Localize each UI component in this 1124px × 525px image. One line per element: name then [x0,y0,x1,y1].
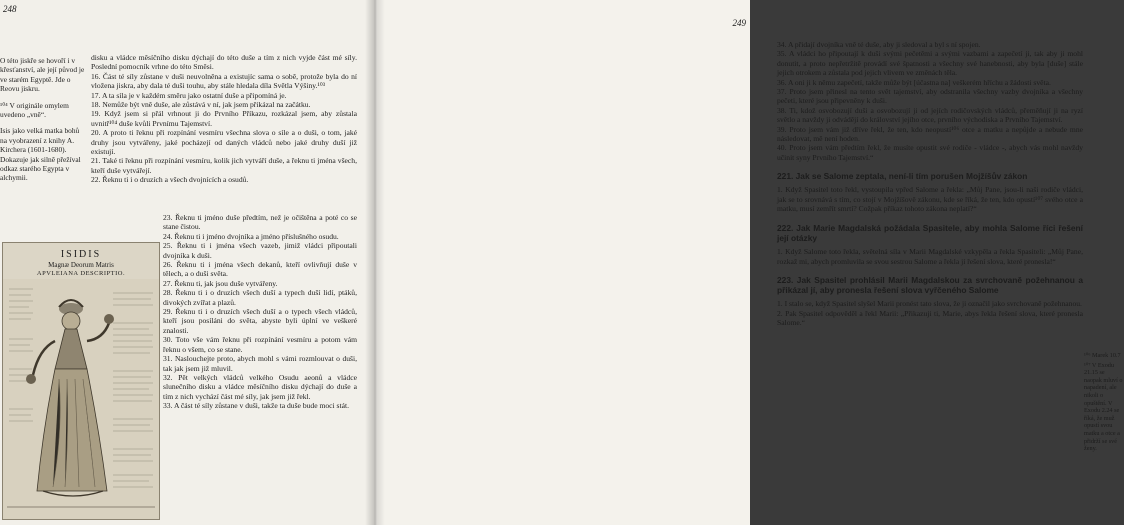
side-note: O této jiskře se hovoří i v křesťanství, ale její původ je ve starém Egyptě. Jde o Reovu jiskru. [0,56,85,94]
paragraph: 33. A část té síly zůstane v duši, takže ta duše bude moci stát. [163,401,350,411]
section-heading: 222. Jak Marie Magdalská požádala Spasitele, aby mohla Salome říci řešení její otázky [777,222,1083,243]
paragraph: 23. Řeknu ti jméno duše předtím, než je očištěna a poté co se stane čistou. [163,213,357,232]
paragraph: 1. I stalo se, když Spasitel slyšel Marii pronést tato slova, že ji označil jako svrchovaně požehnanou. [777,299,1082,309]
paragraph: 1. Když Spasitel toto řekl, vystoupila vpřed Salome a řekla: „Můj Pane, jsou-li naši rodiče vládci, jak se to srovnává s tím, co stojí v Mojžíšově zákonu, kde se říká, že ten, kdo opustí¹⁰⁷ svého otce a matku, musí zemřít smrtí? Cožpak příkaz tohoto zákona neplatí?“ [777,185,1083,214]
engraving-subtitle: Magnæ Deorum Matris [48,261,114,269]
paragraph: 37. Proto jsem přinesl na tento svět tajemství, aby odstranila všechny vazby dvojníka a všechny pečeti, které jsou připevněny k duši. [777,87,1083,106]
page-number-right: 249 [732,18,746,28]
paragraph: 29. Řeknu ti i o druzích všech duší a o typech všech vládců, kteří jsou posíláni do světa, abyste byli úplní ve veškeré znalosti. [163,307,357,335]
paragraph: 28. Řeknu ti i o druzích všech duší a typech duší lidí, ptáků, divokých zvířat a plazů. [163,288,357,307]
paragraph: 30. Toto vše vám řeknu při rozpínání vesmíru a potom vám řeknu o všem, co se stane. [163,335,357,354]
paragraph: 36. A oni ji k němu zapečetí, takže může být [účastna na] veškerém hříchu a žádosti světa. [777,77,1051,87]
isis-engraving [2,242,160,520]
paragraph: 24. Řeknu ti i jméno dvojníka a jméno příslušného osudu. [163,231,339,241]
paragraph: disku a vládce měsíčního disku dýchají do této duše a tím z nich vyjde část mé síly. Poslední pomocník vrhne do této Směsi. [91,53,357,72]
paragraph: 27. Řeknu ti, jak jsou duše vytvářeny. [163,278,278,288]
paragraph: 2. Pak Spasitel odpověděl a řekl Marii: „Přikazuji ti, Marie, abys řekla řešení slova, které pronesla Salome.“ [777,308,1083,328]
paragraph: 26. Řeknu ti i jména všech dekanů, kteří ovlivňují duše v tělech, a o duši světa. [163,260,357,279]
engraving-subtitle: APVLEIANA DESCRIPTIO. [36,270,126,277]
engraving-title: ISIDIS [60,249,102,260]
left-main-text [91,53,357,185]
footnote: ¹⁰⁶ Marek 10.7 [1084,352,1121,359]
book-gutter [365,0,385,525]
paragraph: 1. Když Salome toto řekla, světelná síla v Marii Magdalské vzkypěla a řekla Spasiteli: „Můj Pane, rozkaž mi, abych promluvila se svou sestrou Salome a řekla jí řešení slova, které pronesla!“ [777,247,1083,266]
footnotes [1084,352,1124,455]
paragraph: 17. A ta síla je v každém směru jako ostatní duše a připomíná je. [91,90,287,100]
footnote: ¹⁰⁷ V Exodu 21.15 se naopak mluví o napadení, ale nikoli o opuštění. V Exodu 2.24 se říká, že muž opustí svou matku a otce a přidrží se své ženy. [1084,361,1123,453]
paragraph: 25. Řeknu ti i jména všech vazeb, jimiž vládci připoutali dvojníka k duši. [163,241,357,260]
paragraph: 32. Pět velkých vládců velkého Osudu aeonů a vládce slunečního disku a vládce měsíčního disku dýchají do duše a tím z nich vychází část mé síly, jak jsem již řekl. [163,372,357,401]
page-number-left: 248 [3,4,17,14]
paragraph: 34. A přidají dvojníka vně té duše, aby ji sledoval a byl s ní spojen. [777,40,981,49]
left-page [0,0,375,525]
paragraph: 18. Nemůže být vně duše, ale zůstává v ní, jak jsem přikázal na začátku. [91,100,311,110]
paragraph: 38. Ti, kdož osvobozují duši a osvobozují ji od jejích rodičovských vládců, přeměňují ji na ryzí světlo a navždy ji odvádějí do království jejího otce, prvního východiska a Prvního Tajemství. [777,105,1083,125]
paragraph: 20. A proto ti řeknu při rozpínání vesmíru všechna slova o síle a o duši, o tom, jaké druhy jsou vytvářeny, jaké pocházejí od daných vládců nebo jaké druhy duší již existují. [91,128,357,157]
paragraph: 19. Když jsem si přál vrhnout ji do Prvního Příkazu, rozkázal jsem, aby zůstala uvnitř¹⁰⁴ duše kvůli Prvnímu Tajemství. [91,109,357,128]
right-main-text [777,40,1083,328]
side-notes [0,56,86,190]
isis-figure-illustration [3,279,159,519]
paragraph: 35. A vládci ho připoutají k duši svými pečetěmi a svými vazbami a zapečetí ji, tak aby ji mohl donutit, a proto nepřetržitě provádí své špatnosti a všechny své hanebnosti, aby byla [duše] stále jejich otrokem a zůstala pod jejich vlivem ve změnách těla. [777,49,1083,78]
left-indented-text [163,213,357,411]
paragraph: 31. Naslouchejte proto, abych mohl s vámi rozmlouvat o duši, tak jak jsem již mluvil. [163,354,357,373]
paragraph: 39. Proto jsem vám již dříve řekl, že ten, kdo neopustí¹⁰⁶ otce a matku a nepůjde a nebude mne následovat, mě není hoden. [777,124,1083,144]
section-heading: 223. Jak Spasitel prohlásil Marii Magdalskou za svrchovaně požehnanou a přikázal jí, aby pronesla řešení slova vyřčeného Salome [777,274,1083,296]
paragraph: 40. Proto jsem vám předtím řekl, že musíte opustit své rodiče - vládce -, abych vás mohl navždy učinit syny Prvního Tajemství.“ [777,143,1083,162]
right-page [375,0,1123,525]
paragraph: 22. Řeknu ti i o druzích a všech dvojnících a osudů. [91,175,249,185]
section-heading: 221. Jak se Salome zeptala, není-li tím porušen Mojžíšův zákon [777,171,1028,182]
side-note: ¹⁰⁴ V originále omylem uvedeno „vně“. [0,100,69,120]
paragraph: 16. Část té síly zůstane v duši neuvolněna a existujíc sama o sobě, protože byla do ní vložena jiskra, aby dala té duši touhu, aby stále hledala díla Světla Výšiny.¹⁰³ [91,71,357,91]
side-note: Isis jako velká matka bohů na vyobrazení z knihy A. Kirchera (1601-1680). Dokazuje jak silně přežíval odkaz starého Egypta v alchymii. [0,126,81,183]
paragraph: 21. Také ti řeknu při rozpínání vesmíru, kolik jich vytváří duše, a řeknu ti jména všech, kteří duše vytvářejí. [91,156,357,175]
